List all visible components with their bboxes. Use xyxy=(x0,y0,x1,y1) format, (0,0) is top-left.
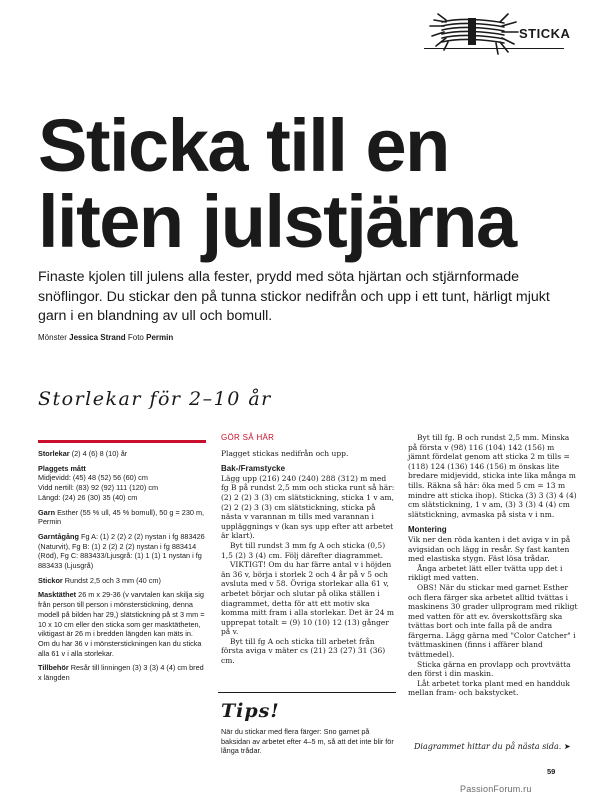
spec-yarn-amount: Garntågång Fg A: (1) 2 (2) 2 (2) nystan i fg 883426 (Naturvit), Fg B: (1) 2 (2) 2 (2) nystan i fg 883414 (Röd), Fg C: 883433/Ljusgrå: (1) 1 (1) 1 nystan i fg 883433 (Ljusgrå) xyxy=(38,531,205,571)
instructions-intro: Plagget stickas nedifrån och upp. xyxy=(221,448,349,458)
diagram-note: Diagrammet hittar du på nästa sida. ➤ xyxy=(414,742,571,751)
spec-gauge: Masktäthet 26 m x 29-36 (v varvtalen kan skilja sig från person till person i mönsterstickning, denna modell på bilden har 29,) slätstickning på st 3 mm = 10 x 10 cm eller den sticka som ger masktätheten, viktigast är 26 m i bredden längden kan mäts in. Om du har 36 v i mönsterstickningen kan du sticka alla 61 v i alla storlekar. xyxy=(38,590,205,658)
spec-needles: Stickor Rundst 2,5 och 3 mm (40 cm) xyxy=(38,575,161,585)
section-label: STICKA xyxy=(519,26,571,41)
watermark: PassionForum.ru xyxy=(460,784,532,794)
paragraph: Lägg upp (216) 240 (240) 288 (312) m med fg B på rundst 2,5 mm och sticka runt så här: (2) 2 (2) 3 (3) cm slätstickning, sticka 1 v am, (2) 2 (2) 3 (3) cm slätstickning, sticka på nästa v varannan m tills med varannan i uppläggnings v (kan sys upp efter att arbetet är klart). xyxy=(221,473,395,541)
subheading-body: Bak-/Framstycke xyxy=(221,464,286,474)
spec-yarn: Garn Esther (55 % ull, 45 % bomull), 50 g = 230 m, Permin xyxy=(38,507,205,527)
paragraph: OBS! När du stickar med garnet Esther och flera färger ska arbetet alltid tvättas i maskinens 30 grader ullprogram med rikligt med vatten för att ev. överskottsfärg ska tvättas bort och inte falla på de andra färgerna. Lägg gärna med "Color Catcher" i tvättmaskinen (finns i affärer bland tvättmedel). xyxy=(408,582,578,660)
lead-paragraph: Finaste kjolen till julens alla fester, prydd med söta hjärtan och stjärnformade snöflingor. Du stickar den på tunna stickor nedifrån och upp i ett tunt, härligt mjukt garn i en blandning av ull och bomull. xyxy=(38,269,550,324)
tips-divider xyxy=(218,692,396,693)
sizes-heading: Storlekar för 2–10 år xyxy=(38,388,272,410)
instructions-heading: GÖR SÅ HÄR xyxy=(221,433,275,442)
paragraph: Låt arbetet torka plant med en handduk mellan fram- och bakstycket. xyxy=(408,678,570,698)
spec-accessories: Tillbehör Resår till linningen (3) 3 (3) 4 (4) cm bred x längden xyxy=(38,663,204,683)
spec-sizes: Storlekar (2) 4 (6) 8 (10) år xyxy=(38,449,128,458)
yarn-skein-icon xyxy=(424,10,522,56)
paragraph: Byt till fg A och sticka till arbetet från första aviga v mäter cs (21) 23 (27) 31 (36) cm. xyxy=(221,636,386,666)
paragraph: Ånga arbetet lätt eller tvätta upp det i rikligt med vatten. xyxy=(408,563,563,583)
paragraph: Byt till fg. B och rundst 2,5 mm. Minska på första v (98) 116 (104) 142 (156) m jämnt fördelat genom att sticka 2 m tills = (118) 124 (136) 146 (156) m önskas lite bredare midjevidd, sticka inte lika många m tills. Räkna så här: öka med 5 cm = 13 m mindre att sticka ihop). Sticka (3) 3 (3) 4 (4) cm slätstickning, 1 v am, (3) 3 (3) 4 (4) cm slätstickning, avmaska på sista v i nm. xyxy=(408,433,577,519)
tips-heading: Tips! xyxy=(221,700,280,722)
paragraph: Sticka gärna en provlapp och provtvätta den först i din maskin. xyxy=(408,659,571,679)
instructions-column-1 xyxy=(221,433,396,666)
tips-text: När du stickar med flera färger: Sno garnet på baksidan av arbetet efter 4–5 m, så att det inte blir för långa trådar. xyxy=(221,727,394,756)
spec-panel xyxy=(38,440,206,683)
paragraph: Byt till rundst 3 mm fg A och sticka (0,5) 1,5 (2) 3 (4) cm. Följ därefter diagrammet. xyxy=(221,540,386,560)
paragraph: VIKTIGT! Om du har färre antal v i höjden än 36 v, börja i storlek 2 och 4 år på v 5 och avsluta med v 58. Övriga storlekar alla 61 v, arbetet börjar och slutar på olika ställen i diagrammet, detta för att ett motiv ska komma mitt fram i alla storlekar. Det är 24 m upprepat totalt = (9) 10 (10) 12 (13) gånger på v. xyxy=(221,560,394,637)
paragraph: Vik ner den röda kanten i det aviga v in på avigsidan och lägg in resår. Sy fast kanten med elastiska stygn. Fäst lösa trådar. xyxy=(408,534,571,564)
title-line-2: liten julstjärna xyxy=(38,180,516,263)
page-title xyxy=(38,104,578,263)
header-divider xyxy=(424,48,564,49)
title-line-1: Sticka till en xyxy=(38,104,449,187)
credits-photo-label: Foto xyxy=(127,333,144,342)
credits-pattern-name: Jessica Strand xyxy=(69,333,126,342)
arrow-right-icon: ➤ xyxy=(563,742,571,751)
page-number: 59 xyxy=(547,767,556,776)
credits xyxy=(38,333,173,342)
credits-pattern-label: Mönster xyxy=(38,333,67,342)
credits-photo-name: Permin xyxy=(146,333,174,342)
subheading-assembly: Montering xyxy=(408,525,447,535)
spec-measures: Plaggets mått Midjevidd: (45) 48 (52) 56 (60) cm Vidd nertill: (83) 92 (92) 111 (120) cm Längd: (24) 26 (30) 35 (40) cm xyxy=(38,463,159,502)
instructions-column-2 xyxy=(408,433,578,698)
